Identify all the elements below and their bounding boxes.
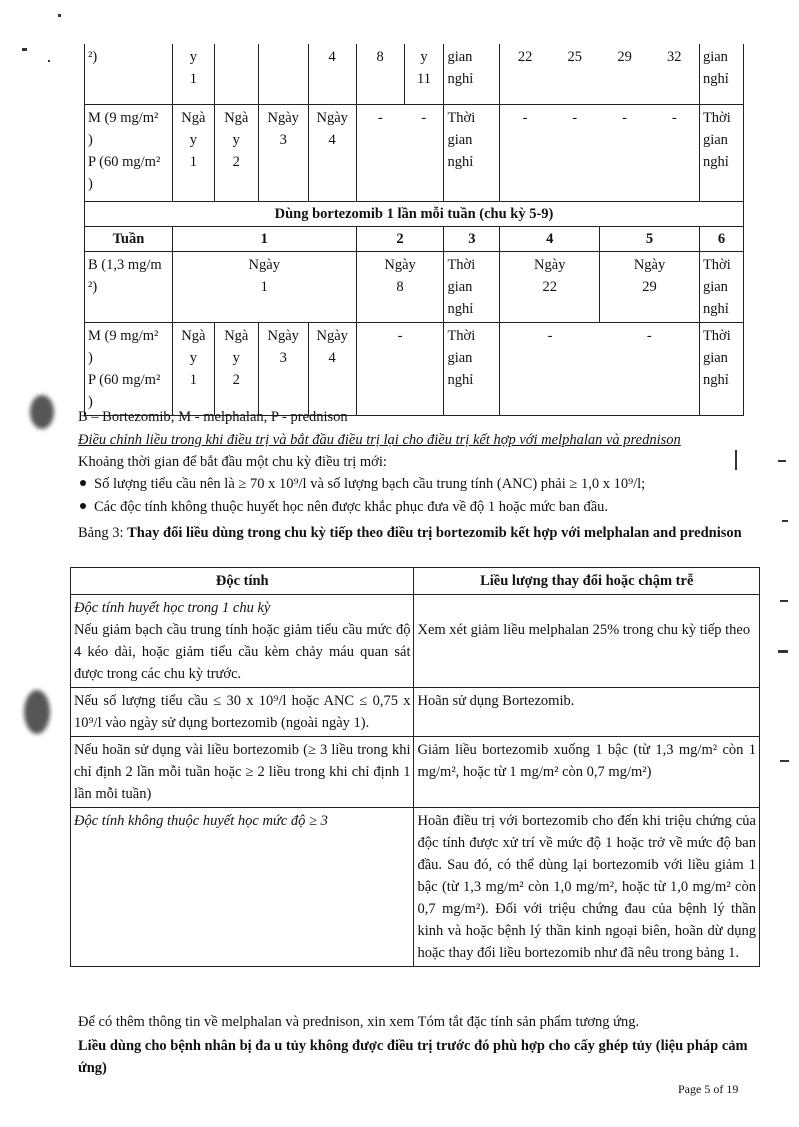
- table-cell: [214, 44, 258, 105]
- table-cell: Thời gian nghỉ: [699, 105, 743, 202]
- table-cell: -: [600, 105, 650, 202]
- scan-speck: [22, 48, 27, 51]
- scan-mark: [780, 760, 789, 762]
- table-row: [71, 595, 760, 688]
- table-header-cell: 3: [444, 227, 500, 252]
- bullet-icon: [80, 503, 86, 509]
- scan-speck: [48, 60, 50, 62]
- table-cell: Ngày 22: [500, 252, 600, 323]
- table-cell: Ngày 4: [308, 105, 356, 202]
- toxicity-text: Nếu giảm bạch cầu trung tính hoặc giảm tiểu cầu mức độ 4 kéo dài, hoặc giảm tiểu cầu kèm chảy máu quan sát được trong các chu kỳ trước.: [74, 622, 411, 682]
- table-header-cell: 2: [356, 227, 444, 252]
- table-cell: -: [356, 323, 444, 416]
- table-header-cell: 5: [600, 227, 700, 252]
- more-info-text: Để có thêm thông tin về melphalan và prednison, xin xem Tóm tắt đặc tính sản phẩm tương ứng.: [78, 1014, 640, 1030]
- table-cell: ²): [85, 44, 173, 105]
- table-cell: Nếu hoãn sử dụng vài liều bortezomib (≥ 3 liều trong khi chỉ định 2 lần mỗi tuần hoặc ≥ 2 liều trong khi chỉ định 1 lần mỗi tuần): [71, 737, 414, 808]
- table-cell: Hoãn điều trị với bortezomib cho đến khi triệu chứng của độc tính được xử trí về mức độ 1 hoặc trở về mức độ ban đầu. Sau đó, có thể dùng lại bortezomib với liều giảm 1 bậc (từ 1,3 mg/m² còn 1,0 mg/m², hoặc từ 1,0 mg/m² còn 0,7 mg/m²). Đối với triệu chứng đau của bệnh lý thần kinh và hoặc bệnh lý thần kinh ngoại biên, hoãn dừ dụng hoặc thay đổi liều bortezomib như đã nêu trong bảng 1.: [414, 808, 760, 967]
- section-heading-cell: Dùng bortezomib 1 lần mỗi tuần (chu kỳ 5-9): [85, 202, 744, 227]
- table-cell: Ngà y 1: [172, 323, 214, 416]
- punch-hole-smudge: [24, 690, 50, 734]
- table-cell: 8: [356, 44, 404, 105]
- table-row: [85, 105, 744, 202]
- abbreviation-note: B – Bortezomib; M - melphalan, P - prednison: [78, 409, 348, 425]
- table-cell: -: [356, 105, 404, 202]
- interval-text: Khoảng thời gian để bắt đầu một chu kỳ điều trị mới:: [78, 454, 387, 470]
- table-cell: -: [500, 323, 600, 416]
- scan-mark: [735, 450, 737, 470]
- table-header-cell: 1: [172, 227, 356, 252]
- table-cell: -: [600, 323, 700, 416]
- bullet-item: Số lượng tiểu cầu nên là ≥ 70 x 10⁹/l và số lượng bạch cầu trung tính (ANC) phải ≥ 1,0 x 10⁹/l;: [80, 474, 645, 495]
- page-number: Page 5 of 19: [678, 1082, 739, 1096]
- table-cell: Thời gian nghỉ: [699, 252, 743, 323]
- table-row: [71, 808, 760, 967]
- final-heading: Liều dùng cho bệnh nhân bị đa u tủy không được điều trị trước đó phù hợp cho cấy ghép tủy (liệu pháp cảm ứng): [78, 1038, 748, 1076]
- table-cell: Thời gian nghỉ: [444, 105, 500, 202]
- table-cell: Độc tính không thuộc huyết học mức độ ≥ 3: [71, 808, 414, 967]
- scan-speck: [58, 14, 61, 17]
- table-row: [85, 227, 744, 252]
- table3-caption-text: Thay đổi liều dùng trong chu kỳ tiếp theo điều trị bortezomib kết hợp với melphalan and prednison: [127, 525, 742, 541]
- table-row: [85, 44, 744, 105]
- table-cell: Thời gian nghỉ: [444, 323, 500, 416]
- table-cell: gian nghỉ: [444, 44, 500, 105]
- table-cell: [71, 595, 414, 688]
- table-header-row: [71, 568, 760, 595]
- dosing-schedule-table: [84, 44, 744, 416]
- table-cell: Ngà y 1: [172, 105, 214, 202]
- table-cell: Giảm liều bortezomib xuống 1 bậc (từ 1,3 mg/m² còn 1 mg/m², hoặc từ 1 mg/m² còn 0,7 mg/m²): [414, 737, 760, 808]
- dose-text: Xem xét giảm liều melphalan 25% trong chu kỳ tiếp theo: [417, 622, 751, 638]
- hematologic-toxicity-title: Độc tính huyết học trong 1 chu kỳ: [74, 600, 271, 616]
- table-cell: 32: [650, 44, 700, 105]
- table-cell: [258, 44, 308, 105]
- table-header-cell: Độc tính: [71, 568, 414, 595]
- table-cell: Thời gian nghỉ: [444, 252, 500, 323]
- table-cell: M (9 mg/m² ) P (60 mg/m² ): [85, 323, 173, 416]
- table-cell: 22: [500, 44, 550, 105]
- table-cell: [414, 595, 760, 688]
- table3-caption: [78, 521, 768, 545]
- table-cell: Ngày 3: [258, 105, 308, 202]
- scan-mark: [782, 520, 788, 522]
- table-row: [85, 323, 744, 416]
- table-cell: -: [650, 105, 700, 202]
- table-cell: Thời gian nghỉ: [699, 323, 743, 416]
- table3-caption-prefix: Bảng 3:: [78, 525, 128, 541]
- table-header-cell: 4: [500, 227, 600, 252]
- scan-mark: [778, 650, 788, 653]
- table-cell: -: [404, 105, 444, 202]
- table-cell: Ngà y 2: [214, 105, 258, 202]
- table-cell: Ngày 3: [258, 323, 308, 416]
- table-cell: y 1: [172, 44, 214, 105]
- table-row: [71, 688, 760, 737]
- table-cell: 4: [308, 44, 356, 105]
- table-cell: -: [500, 105, 550, 202]
- table-cell: Ngày 8: [356, 252, 444, 323]
- table-cell: y 11: [404, 44, 444, 105]
- table-cell: B (1,3 mg/m ²): [85, 252, 173, 323]
- scan-mark: [780, 600, 788, 602]
- bullet-icon: [80, 480, 86, 486]
- table-cell: gian nghỉ: [699, 44, 743, 105]
- punch-hole-smudge: [30, 395, 54, 429]
- table-row: [71, 737, 760, 808]
- table-cell: Nếu số lượng tiểu cầu ≤ 30 x 10⁹/l hoặc ANC ≤ 0,75 x 10⁹/l vào ngày sử dụng bortezomib (ngoài ngày 1).: [71, 688, 414, 737]
- table-cell: Ngày 29: [600, 252, 700, 323]
- table-row: [85, 202, 744, 227]
- table-cell: -: [550, 105, 600, 202]
- table-cell: 25: [550, 44, 600, 105]
- table-cell: Hoãn sử dụng Bortezomib.: [414, 688, 760, 737]
- table-cell: 29: [600, 44, 650, 105]
- table-cell: Ngày 1: [172, 252, 356, 323]
- scan-mark: [778, 460, 786, 462]
- table-header-cell: Liều lượng thay đổi hoặc chậm trễ: [414, 568, 760, 595]
- dose-adjustment-heading: Điều chỉnh liều trong khi điều trị và bắt đầu điều trị lại cho điều trị kết hợp với melphalan và prednison: [78, 432, 681, 448]
- table-cell: Ngà y 2: [214, 323, 258, 416]
- table-header-cell: Tuần: [85, 227, 173, 252]
- table-cell: M (9 mg/m² ) P (60 mg/m² ): [85, 105, 173, 202]
- table-3: [70, 567, 760, 967]
- bullet-item: Các độc tính không thuộc huyết học nên được khắc phục đưa về độ 1 hoặc mức ban đầu.: [80, 497, 608, 518]
- table-row: [85, 252, 744, 323]
- table-cell: Ngày 4: [308, 323, 356, 416]
- table-header-cell: 6: [699, 227, 743, 252]
